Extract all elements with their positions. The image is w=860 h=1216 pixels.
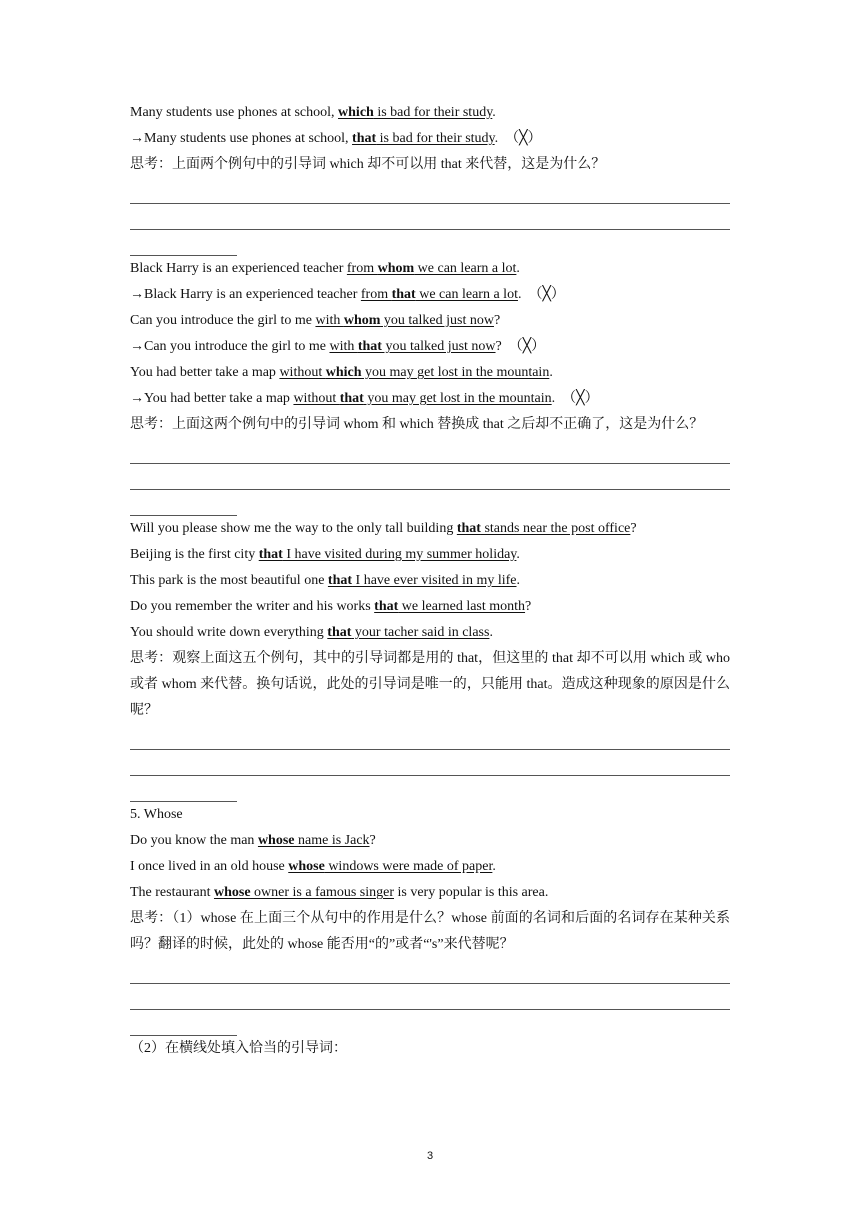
relative-clause <box>288 859 492 874</box>
answer-blank-line <box>130 724 730 750</box>
relative-clause <box>315 313 494 328</box>
clause-rest: your tacher said in class <box>351 625 490 640</box>
question-text: 思考：上面这两个例句中的引导词 whom 和 which 替换成 that 之后却不正确了，这是为什么？ <box>130 417 704 432</box>
wrong-mark-icon: （╳） <box>562 391 599 406</box>
example-sentence <box>130 256 730 282</box>
sentence-lead: Do you know the man <box>130 833 258 848</box>
question-text: 思考：（1）whose 在上面三个从句中的作用是什么？whose 前面的名词和后面的名词存在某种关系吗？翻译的时候，此处的 whose 能否用“的”或者“'s”来代替呢？ <box>130 911 730 952</box>
preposition: with <box>315 313 344 328</box>
example-sentence <box>130 620 730 646</box>
clause-rest: is bad for their study <box>376 131 495 146</box>
sentence-end: . <box>489 625 493 640</box>
example-sentence <box>130 334 730 360</box>
clause-rest: you talked just now <box>381 339 496 354</box>
sentence-end: . <box>516 573 520 588</box>
example-sentence <box>130 360 730 386</box>
sentence-lead: Black Harry is an experienced teacher <box>130 261 347 276</box>
relative-pronoun: whose <box>257 833 295 848</box>
clause-rest: I have ever visited in my life <box>352 573 517 588</box>
example-sentence <box>130 100 730 126</box>
clause-rest: you talked just now <box>380 313 494 328</box>
clause-rest: windows were made of paper <box>324 859 493 874</box>
sentence-end: . <box>549 365 553 380</box>
sentence-end: . <box>492 105 496 120</box>
answer-blank-line <box>130 464 730 490</box>
relative-clause <box>258 833 370 848</box>
example-sentence <box>130 282 730 308</box>
sentence-lead: Beijing is the first city <box>130 547 259 562</box>
question-text: （2）在横线处填入恰当的引导词： <box>130 1041 347 1056</box>
relative-clause <box>338 105 492 120</box>
answer-blank-line <box>130 490 237 516</box>
relative-pronoun: which <box>338 105 374 120</box>
example-sentence <box>130 308 730 334</box>
sentence-lead: The restaurant <box>130 885 214 900</box>
relative-clause <box>329 339 495 354</box>
sentence-end: . <box>516 261 520 276</box>
answer-blank-line <box>130 984 730 1010</box>
relative-pronoun: that <box>374 599 399 614</box>
relative-clause <box>259 547 517 562</box>
question-text: 思考：观察上面这五个例句，其中的引导词都是用的 that，但这里的 that 却不可以用 which 或 who 或者 whom 来代替。换句话说，此处的引导词是唯一的，只能用 that。造成这种现象的原因是什么呢？ <box>130 651 730 718</box>
clause-rest: you may get lost in the mountain <box>361 365 550 380</box>
sentence-lead: This park is the most beautiful one <box>130 573 328 588</box>
sentence-lead: You should write down everything <box>130 625 328 640</box>
wrong-mark-icon: （╳） <box>505 131 542 146</box>
example-sentence <box>130 828 730 854</box>
relative-pronoun: whose <box>288 859 325 874</box>
sentence-lead: →Can you introduce the girl to me <box>130 339 330 354</box>
wrong-mark-icon: （╳） <box>508 339 546 354</box>
relative-pronoun: whom <box>377 261 415 276</box>
relative-clause <box>457 521 631 536</box>
answer-blank-line <box>130 230 237 256</box>
answer-blank-line <box>130 438 730 464</box>
preposition: without <box>279 365 326 380</box>
sentence-end: . <box>516 547 520 562</box>
clause-rest: stands near the post office <box>480 521 631 536</box>
answer-blank-line <box>130 1010 237 1036</box>
preposition: without <box>293 391 340 406</box>
relative-pronoun: that <box>327 573 353 588</box>
clause-rest: owner is a famous singer <box>250 885 394 900</box>
relative-pronoun: that <box>258 547 283 562</box>
example-sentence <box>130 386 730 412</box>
preposition: with <box>329 339 358 354</box>
question-text: 5. Whose <box>130 807 183 822</box>
sentence-lead: Many students use phones at school, <box>130 105 339 120</box>
relative-pronoun: that <box>327 625 352 640</box>
sentence-end: . <box>494 131 499 146</box>
sentence-end: ? <box>630 521 637 536</box>
answer-blank-line <box>130 776 237 802</box>
answer-blank-line <box>130 750 730 776</box>
sentence-end: . <box>517 287 522 302</box>
preposition: from <box>360 287 392 302</box>
sentence-end: . <box>492 859 496 874</box>
answer-blank-line <box>130 178 730 204</box>
example-sentence <box>130 126 730 152</box>
relative-clause <box>361 287 518 302</box>
sentence-end: is very popular is this area. <box>394 885 549 900</box>
sentence-end: ? <box>493 313 501 328</box>
clause-rest: name is Jack <box>294 833 370 848</box>
sentence-end: ? <box>369 833 376 848</box>
relative-clause <box>347 261 517 276</box>
relative-pronoun: whom <box>343 313 381 328</box>
relative-pronoun: which <box>325 365 362 380</box>
sentence-lead: You had better take a map <box>130 365 280 380</box>
relative-clause <box>293 391 551 406</box>
page-number: 3 <box>426 1150 434 1162</box>
relative-pronoun: that <box>339 391 364 406</box>
example-sentence <box>130 568 730 594</box>
sentence-lead: →You had better take a map <box>130 391 294 406</box>
question-text: 思考：上面两个例句中的引导词 which 却不可以用 that 来代替，这是为什么？ <box>130 157 606 172</box>
relative-pronoun: that <box>352 131 377 146</box>
wrong-mark-icon: （╳） <box>528 287 565 302</box>
sentence-end: ? <box>495 339 502 354</box>
relative-pronoun: that <box>357 339 382 354</box>
sentence-lead: I once lived in an old house <box>130 859 289 874</box>
example-sentence <box>130 594 730 620</box>
example-sentence <box>130 854 730 880</box>
relative-clause <box>327 625 489 640</box>
document-body <box>130 100 730 1062</box>
sentence-end: . <box>551 391 556 406</box>
example-sentence <box>130 516 730 542</box>
example-sentence <box>130 542 730 568</box>
relative-clause <box>328 573 517 588</box>
relative-clause <box>352 131 495 146</box>
relative-clause <box>214 885 394 900</box>
clause-rest: we learned last month <box>398 599 526 614</box>
relative-pronoun: that <box>391 287 416 302</box>
sentence-lead: Do you remember the writer and his works <box>130 599 375 614</box>
sentence-end: ? <box>525 599 532 614</box>
preposition: from <box>346 261 378 276</box>
relative-pronoun: that <box>456 521 481 536</box>
clause-rest: you may get lost in the mountain <box>363 391 552 406</box>
sentence-lead: Can you introduce the girl to me <box>130 313 316 328</box>
clause-rest: I have visited during my summer holiday <box>282 547 517 562</box>
relative-clause <box>374 599 525 614</box>
clause-rest: we can learn a lot <box>414 261 517 276</box>
relative-pronoun: whose <box>213 885 251 900</box>
example-sentence <box>130 880 730 906</box>
sentence-lead: →Black Harry is an experienced teacher <box>130 287 361 302</box>
clause-rest: we can learn a lot <box>415 287 518 302</box>
answer-blank-line <box>130 204 730 230</box>
sentence-lead: →Many students use phones at school, <box>130 131 353 146</box>
relative-clause <box>279 365 549 380</box>
sentence-lead: Will you please show me the way to the only tall building <box>130 521 457 536</box>
clause-rest: is bad for their study <box>373 105 493 120</box>
answer-blank-line <box>130 958 730 984</box>
